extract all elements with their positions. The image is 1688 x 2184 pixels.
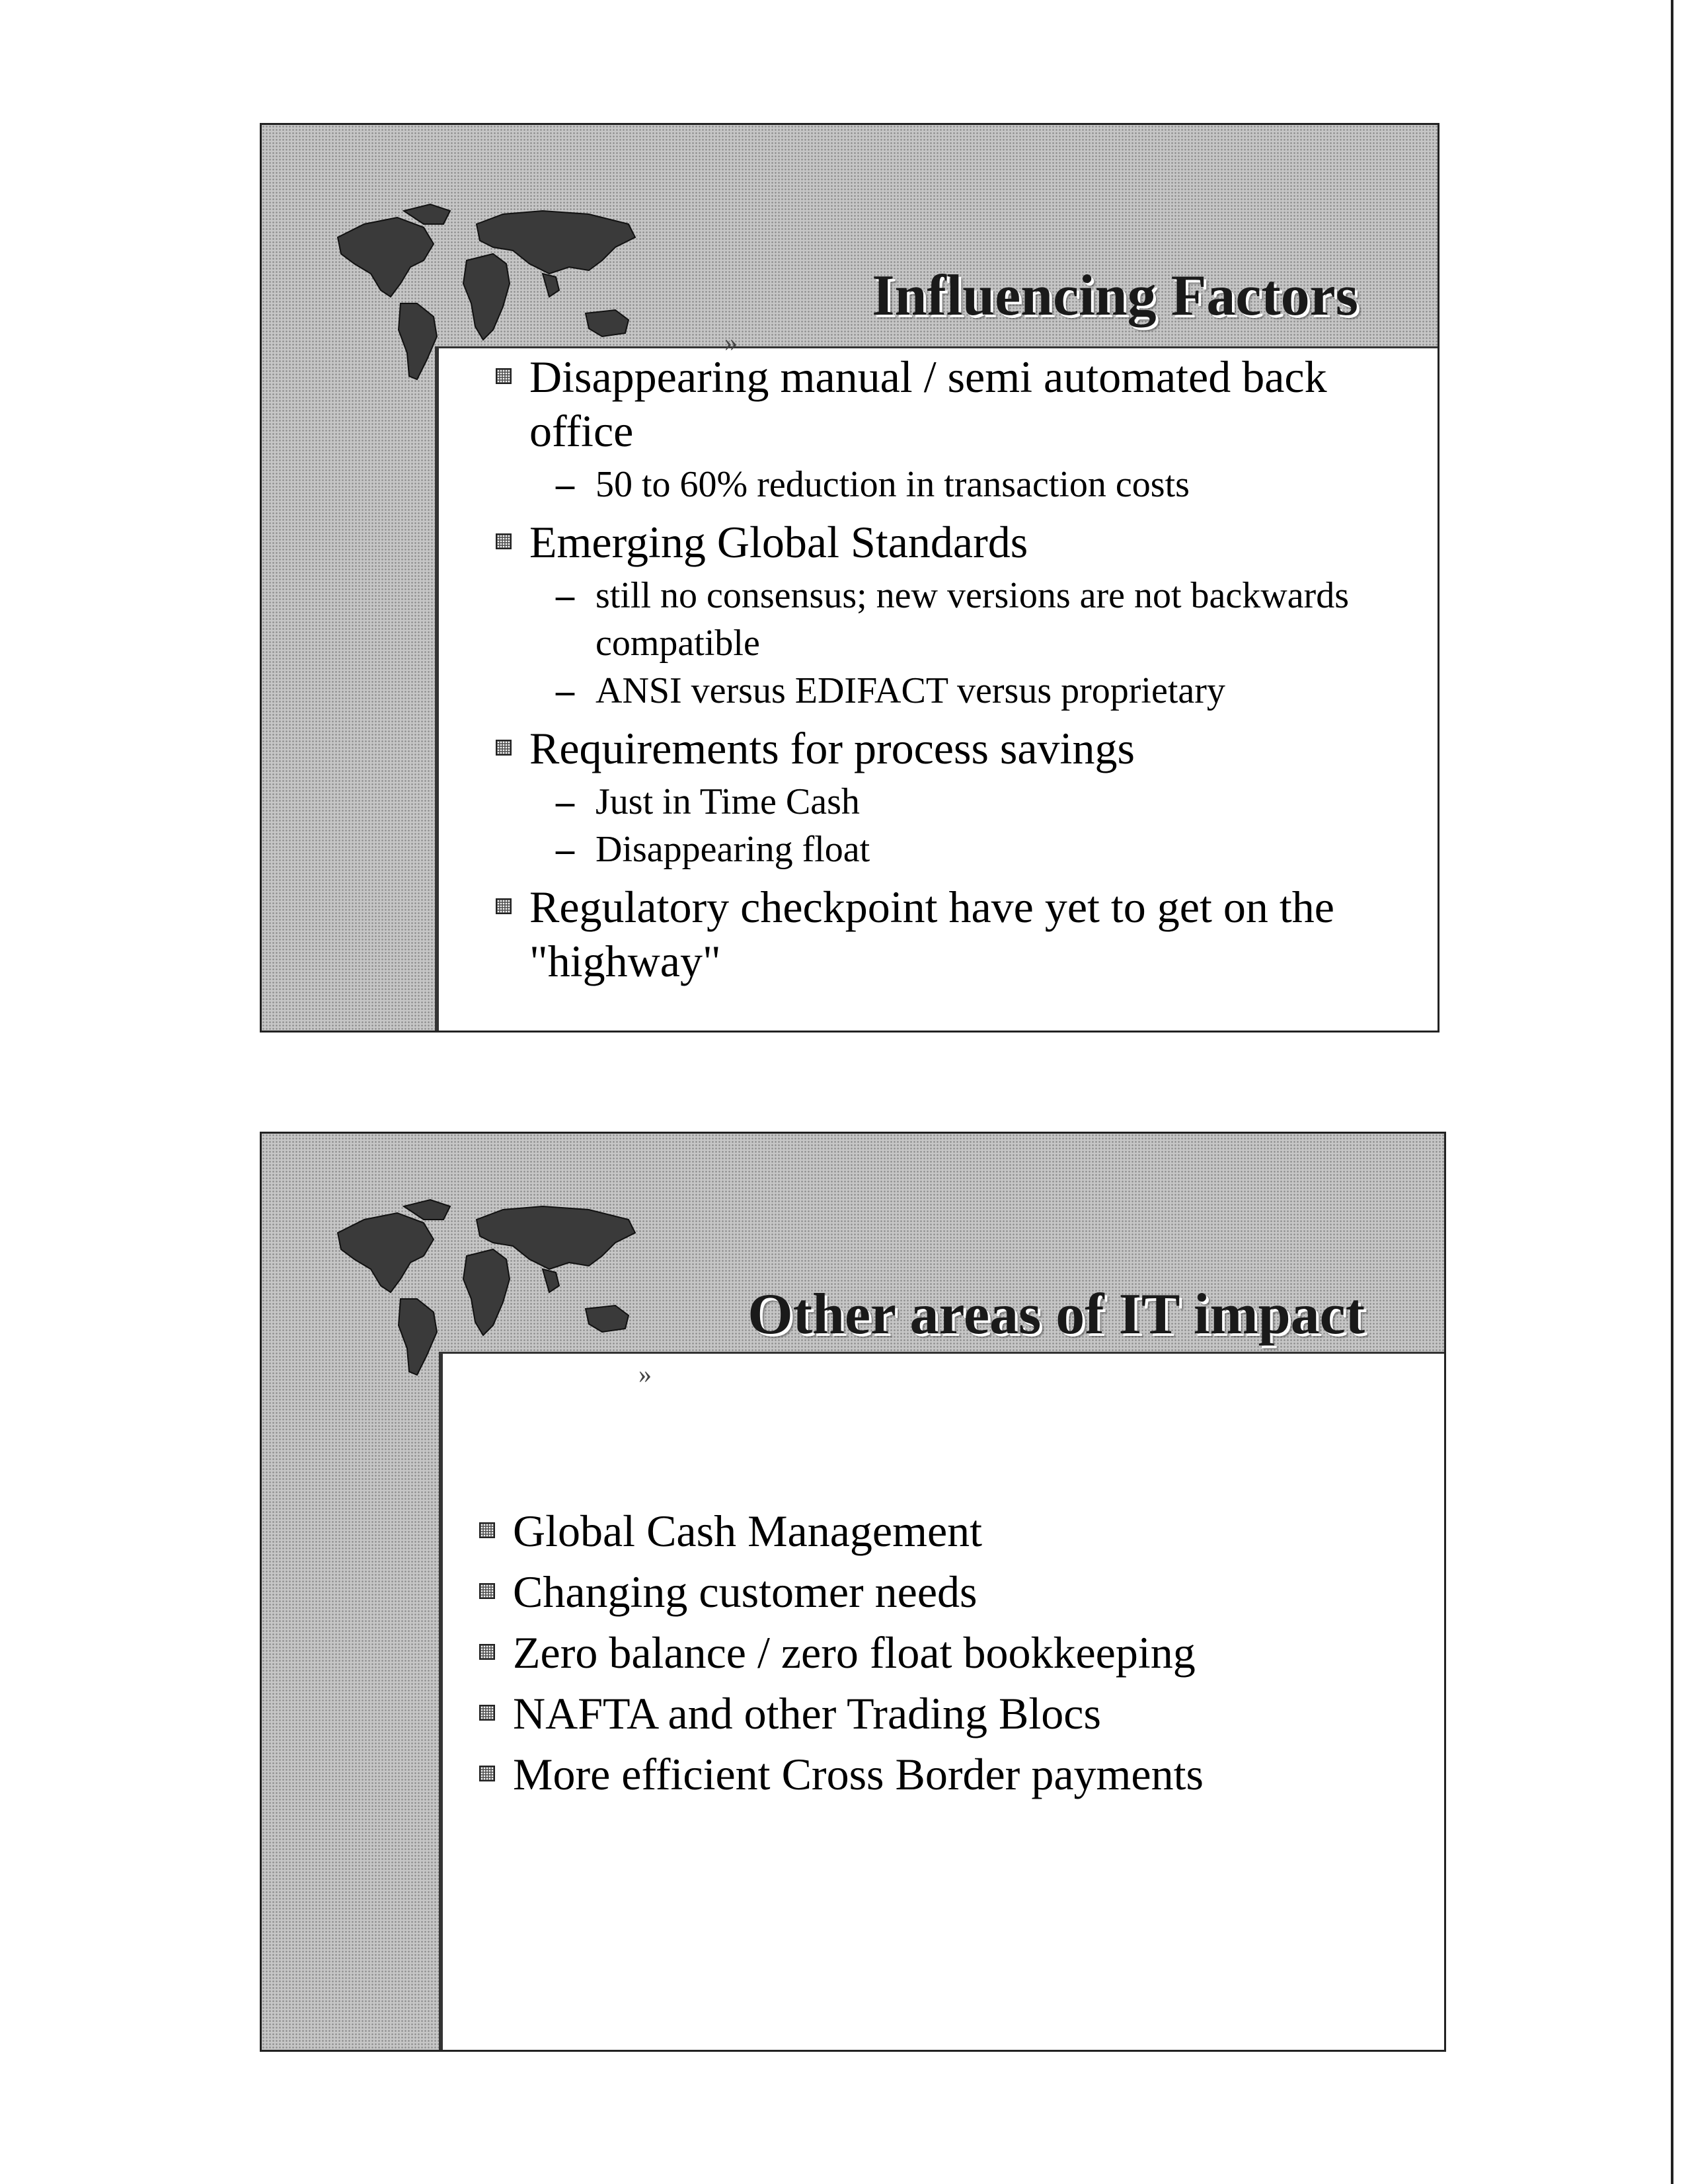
slide-title: Influencing Factors: [872, 264, 1358, 328]
list-item: [477, 1747, 1402, 1801]
sub-item-text: ANSI versus EDIFACT versus proprietary: [595, 670, 1225, 711]
dash-icon: –: [556, 464, 574, 505]
sub-list: [529, 572, 1405, 715]
sub-list-item: [556, 778, 1405, 826]
square-bullet-icon: [496, 898, 512, 914]
sub-list: [529, 778, 1405, 873]
square-bullet-icon: [479, 1705, 495, 1721]
sub-item-text: 50 to 60% reduction in transaction costs: [595, 464, 1190, 505]
page-edge-line: [1671, 0, 1673, 2184]
sub-item-text: Just in Time Cash: [595, 781, 860, 822]
square-bullet-icon: [479, 1766, 495, 1781]
square-bullet-icon: [479, 1644, 495, 1660]
list-item: [477, 1504, 1402, 1558]
square-bullet-icon: [479, 1522, 495, 1538]
bullet-list: [477, 1504, 1402, 1808]
bullet-text: Zero balance / zero float bookkeeping: [513, 1627, 1196, 1678]
list-item: [477, 1565, 1402, 1619]
bullet-text: More efficient Cross Border payments: [513, 1749, 1204, 1799]
list-item: [477, 1625, 1402, 1680]
sub-list-item: [556, 826, 1405, 873]
square-bullet-icon: [496, 368, 512, 384]
bullet-text: NAFTA and other Trading Blocs: [513, 1688, 1101, 1738]
dash-icon: –: [556, 781, 574, 822]
sub-item-text: Disappearing float: [595, 829, 870, 870]
square-bullet-icon: [496, 533, 512, 549]
sub-list-item: [556, 572, 1405, 667]
slide-other-areas-of-it-impact: [260, 1132, 1446, 2052]
sub-item-text: still no consensus; new versions are not backwards compatible: [595, 575, 1349, 664]
bullet-list: [493, 350, 1405, 995]
slide-title: Other areas of IT impact: [748, 1282, 1365, 1346]
stray-scan-mark: »: [638, 1359, 652, 1389]
slide-influencing-factors: [260, 123, 1439, 1033]
sub-list-item: [556, 667, 1405, 715]
bullet-text: Changing customer needs: [513, 1567, 978, 1617]
dash-icon: –: [556, 829, 574, 870]
bullet-text: Global Cash Management: [513, 1506, 983, 1556]
list-item: [493, 515, 1405, 715]
list-item: [477, 1686, 1402, 1740]
sub-list-item: [556, 461, 1405, 508]
dash-icon: –: [556, 575, 574, 616]
dash-icon: –: [556, 670, 574, 711]
square-bullet-icon: [496, 740, 512, 756]
bullet-text: Regulatory checkpoint have yet to get on the "highway": [529, 882, 1334, 986]
bullet-text: Requirements for process savings: [529, 723, 1135, 773]
list-item: [493, 721, 1405, 873]
sub-list: [529, 461, 1405, 508]
square-bullet-icon: [479, 1583, 495, 1599]
bullet-text: Disappearing manual / semi automated back office: [529, 352, 1327, 456]
stray-scan-mark: »: [724, 327, 738, 357]
list-item: [493, 350, 1405, 508]
bullet-text: Emerging Global Standards: [529, 517, 1028, 567]
list-item: [493, 880, 1405, 988]
